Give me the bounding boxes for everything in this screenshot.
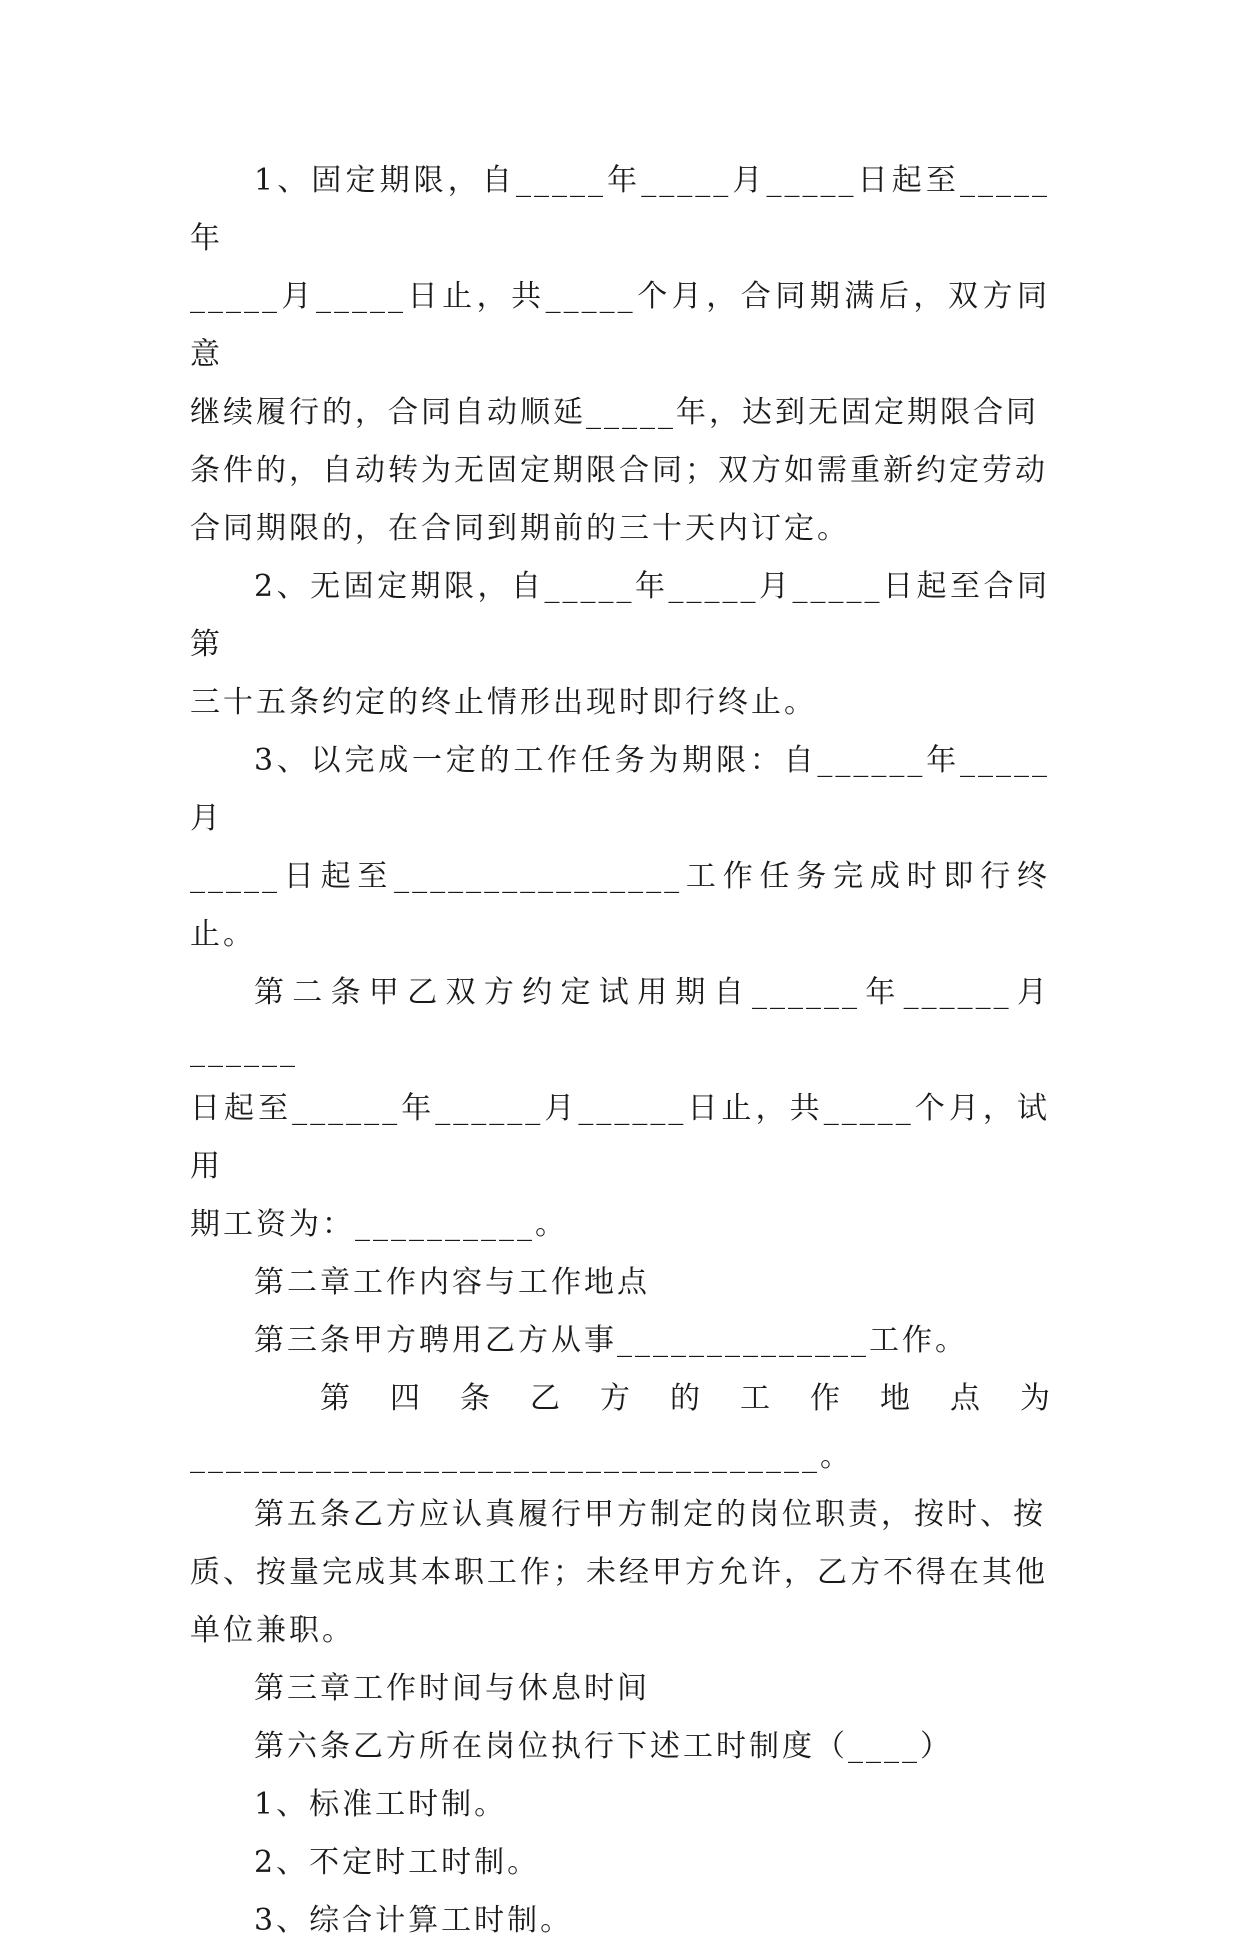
text-line: 合同期限的，在合同到期前的三十天内订定。: [190, 511, 850, 546]
text-line: _____日起至________________工作任务完成时即行终止。: [190, 859, 1050, 952]
text-line-spread: 第四条乙方的工作地点为: [320, 1381, 1050, 1416]
text-line: 第三条甲方聘用乙方从事______________工作。: [254, 1323, 968, 1358]
paragraph-article-4: [190, 1370, 1050, 1486]
text-line: 第二条甲乙双方约定试用期自______年______月______: [190, 975, 1050, 1068]
text-line: 质、按量完成其本职工作；未经甲方允许，乙方不得在其他: [190, 1555, 1048, 1590]
text-line: 三十五条约定的终止情形出现时即行终止。: [190, 685, 817, 720]
text-line: 第二章工作内容与工作地点: [254, 1265, 650, 1300]
list-item-standard-hours: [190, 1776, 1050, 1834]
text-line: 第三章工作时间与休息时间: [254, 1671, 650, 1706]
text-line: 1、固定期限，自_____年_____月_____日起至_____年: [190, 163, 1050, 256]
chapter-heading-2: [190, 1254, 1050, 1312]
text-line: 日起至______年______月______日止，共_____个月，试用: [190, 1091, 1050, 1184]
text-line: 单位兼职。: [190, 1613, 355, 1648]
text-line: 期工资为：__________。: [190, 1207, 568, 1242]
paragraph-term-task: [190, 732, 1050, 964]
text-line: 第五条乙方应认真履行甲方制定的岗位职责，按时、按: [254, 1497, 1046, 1532]
paragraph-article-3: [190, 1312, 1050, 1370]
paragraph-term-fixed: [190, 152, 1050, 558]
text-line: 3、以完成一定的工作任务为期限：自______年_____月: [190, 743, 1050, 836]
list-item-comprehensive-hours: [190, 1892, 1050, 1950]
text-line: 2、无固定期限，自_____年_____月_____日起至合同第: [190, 569, 1050, 662]
text-line: 继续履行的，合同自动顺延_____年，达到无固定期限合同: [190, 395, 1039, 430]
text-line: 条件的，自动转为无固定期限合同；双方如需重新约定劳动: [190, 453, 1048, 488]
paragraph-article-6: [190, 1718, 1050, 1776]
text-line: 3、综合计算工时制。: [254, 1903, 574, 1938]
list-item-flexible-hours: [190, 1834, 1050, 1892]
text-line: _____月_____日止，共_____个月，合同期满后，双方同意: [190, 279, 1050, 372]
text-line: 第六条乙方所在岗位执行下述工时制度（____）: [254, 1729, 953, 1764]
text-line: ___________________________________。: [190, 1439, 853, 1474]
text-line: 1、标准工时制。: [254, 1787, 508, 1822]
chapter-heading-3: [190, 1660, 1050, 1718]
paragraph-article-2: [190, 964, 1050, 1254]
text-line: 2、不定时工时制。: [254, 1845, 541, 1880]
document-page: [190, 152, 1050, 1950]
paragraph-article-5: [190, 1486, 1050, 1660]
paragraph-term-open: [190, 558, 1050, 732]
